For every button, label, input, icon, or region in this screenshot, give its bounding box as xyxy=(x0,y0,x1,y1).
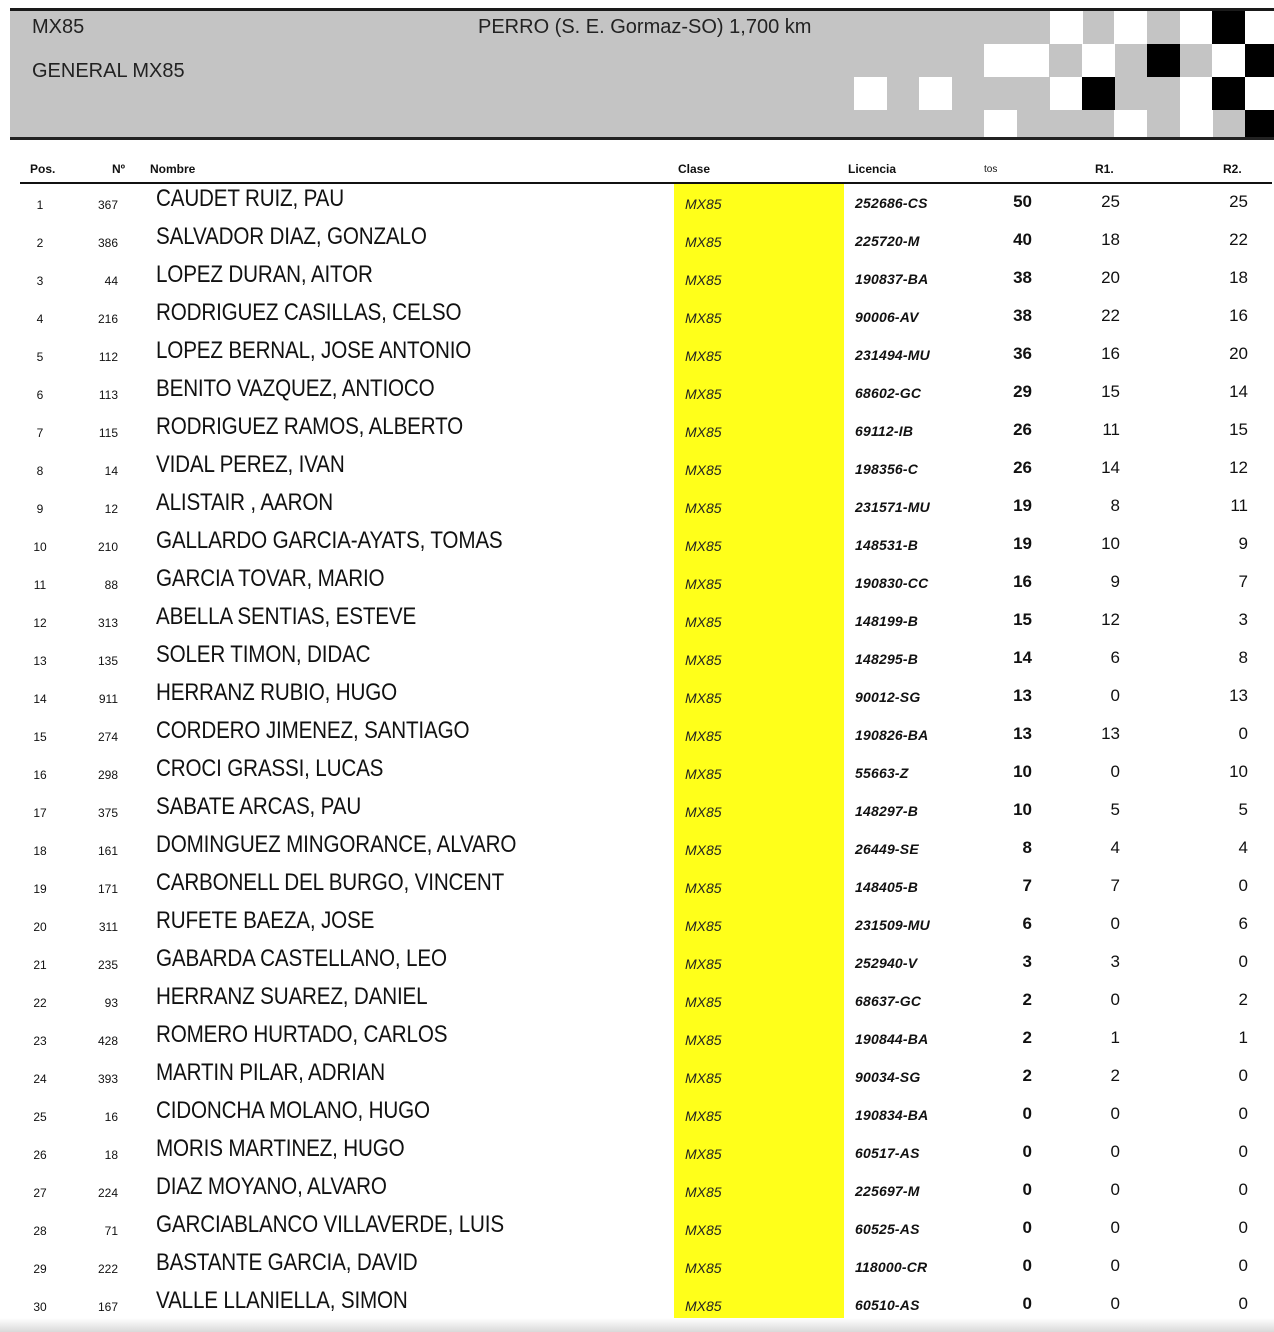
row-rider-name: BASTANTE GARCIA, DAVID xyxy=(156,1249,418,1276)
table-row xyxy=(0,830,1274,868)
row-position: 30 xyxy=(33,1300,47,1314)
row-rider-name: GALLARDO GARCIA-AYATS, TOMAS xyxy=(156,527,503,554)
row-points: 36 xyxy=(1013,344,1032,363)
row-class: MX85 xyxy=(685,690,722,706)
row-points: 0 xyxy=(1022,1180,1032,1199)
row-race2-points: 3 xyxy=(1238,610,1248,629)
row-points: 2 xyxy=(1022,1028,1032,1047)
row-race1-points: 5 xyxy=(1110,800,1120,819)
row-race2-points: 0 xyxy=(1238,1142,1248,1161)
circuit-title: PERRO (S. E. Gormaz-SO) 1,700 km xyxy=(478,16,812,38)
table-row xyxy=(0,526,1274,564)
row-rider-name: SALVADOR DIAZ, GONZALO xyxy=(156,223,427,250)
classification-subtitle: GENERAL MX85 xyxy=(32,60,185,82)
row-class: MX85 xyxy=(685,310,722,326)
row-position: 2 xyxy=(36,236,44,250)
row-bike-number: 93 xyxy=(104,996,118,1010)
row-race1-points: 9 xyxy=(1110,572,1120,591)
table-row xyxy=(0,1248,1274,1286)
row-points: 0 xyxy=(1022,1142,1032,1161)
row-race1-points: 10 xyxy=(1101,534,1120,553)
row-position: 20 xyxy=(33,920,47,934)
row-licence: 60510-AS xyxy=(855,1297,920,1313)
row-race2-points: 9 xyxy=(1238,534,1248,553)
row-licence: 68637-GC xyxy=(855,993,922,1009)
row-rider-name: RODRIGUEZ RAMOS, ALBERTO xyxy=(156,413,464,440)
table-row xyxy=(0,944,1274,982)
row-class: MX85 xyxy=(685,1032,722,1048)
row-rider-name: SABATE ARCAS, PAU xyxy=(156,793,362,820)
row-class: MX85 xyxy=(685,1260,722,1276)
row-points: 0 xyxy=(1022,1218,1032,1237)
row-bike-number: 216 xyxy=(97,312,118,326)
row-class: MX85 xyxy=(685,804,722,820)
row-race2-points: 0 xyxy=(1238,1180,1248,1199)
row-bike-number: 393 xyxy=(97,1072,118,1086)
table-row xyxy=(0,1096,1274,1134)
row-race1-points: 0 xyxy=(1110,762,1120,781)
row-position: 28 xyxy=(33,1224,47,1238)
row-bike-number: 298 xyxy=(97,768,118,782)
row-licence: 148297-B xyxy=(855,803,919,819)
col-name-header: Nombre xyxy=(150,162,196,176)
category-title: MX85 xyxy=(32,16,85,38)
row-points: 13 xyxy=(1013,724,1032,743)
row-race2-points: 0 xyxy=(1238,1294,1248,1313)
row-race1-points: 2 xyxy=(1110,1066,1120,1085)
row-rider-name: HERRANZ SUAREZ, DANIEL xyxy=(156,983,428,1010)
row-bike-number: 113 xyxy=(98,388,118,402)
row-race1-points: 16 xyxy=(1101,344,1120,363)
row-race1-points: 0 xyxy=(1110,1218,1120,1237)
row-bike-number: 311 xyxy=(98,920,118,934)
row-class: MX85 xyxy=(685,386,722,402)
row-points: 7 xyxy=(1022,876,1032,895)
row-licence: 148531-B xyxy=(855,537,919,553)
row-class: MX85 xyxy=(685,500,722,516)
row-rider-name: HERRANZ RUBIO, HUGO xyxy=(156,679,397,706)
row-race2-points: 14 xyxy=(1229,382,1248,401)
row-rider-name: LOPEZ DURAN, AITOR xyxy=(156,261,373,288)
row-race1-points: 0 xyxy=(1110,990,1120,1009)
table-row xyxy=(0,868,1274,906)
row-bike-number: 16 xyxy=(104,1110,118,1124)
row-race1-points: 14 xyxy=(1101,458,1120,477)
row-points: 14 xyxy=(1013,648,1032,667)
row-class: MX85 xyxy=(685,196,722,212)
row-position: 4 xyxy=(36,312,44,326)
row-race1-points: 0 xyxy=(1110,686,1120,705)
row-rider-name: VALLE LLANIELLA, SIMON xyxy=(156,1287,408,1314)
row-licence: 148199-B xyxy=(855,613,919,629)
row-position: 21 xyxy=(33,958,47,972)
row-class: MX85 xyxy=(685,652,722,668)
col-licencia-header: Licencia xyxy=(848,162,897,176)
row-bike-number: 222 xyxy=(97,1262,118,1276)
row-position: 10 xyxy=(33,540,47,554)
table-row xyxy=(0,754,1274,792)
row-position: 24 xyxy=(33,1072,47,1086)
row-race2-points: 10 xyxy=(1229,762,1248,781)
row-bike-number: 274 xyxy=(97,730,118,744)
row-bike-number: 115 xyxy=(98,426,118,440)
row-rider-name: CORDERO JIMENEZ, SANTIAGO xyxy=(156,717,470,744)
row-position: 8 xyxy=(36,464,44,478)
table-header xyxy=(20,162,1272,184)
row-position: 18 xyxy=(33,844,47,858)
row-class: MX85 xyxy=(685,348,722,364)
row-race1-points: 18 xyxy=(1101,230,1120,249)
row-licence: 225720-M xyxy=(855,233,920,249)
row-position: 1 xyxy=(36,198,44,212)
row-licence: 231509-MU xyxy=(855,917,930,933)
row-race1-points: 13 xyxy=(1101,724,1120,743)
row-bike-number: 235 xyxy=(97,958,118,972)
row-position: 16 xyxy=(33,768,47,782)
row-points: 13 xyxy=(1013,686,1032,705)
row-race1-points: 3 xyxy=(1110,952,1120,971)
row-rider-name: ABELLA SENTIAS, ESTEVE xyxy=(156,603,417,630)
row-rider-name: ROMERO HURTADO, CARLOS xyxy=(156,1021,448,1048)
row-position: 19 xyxy=(33,882,47,896)
row-class: MX85 xyxy=(685,1070,722,1086)
row-position: 22 xyxy=(33,996,47,1010)
row-points: 10 xyxy=(1013,800,1032,819)
row-points: 19 xyxy=(1013,534,1032,553)
table-row xyxy=(0,336,1274,374)
row-bike-number: 375 xyxy=(97,806,118,820)
row-licence: 90034-SG xyxy=(855,1069,921,1085)
row-points: 38 xyxy=(1013,306,1032,325)
table-row xyxy=(0,1058,1274,1096)
row-race1-points: 0 xyxy=(1110,1180,1120,1199)
row-race1-points: 0 xyxy=(1110,1142,1120,1161)
row-race2-points: 0 xyxy=(1238,1104,1248,1123)
table-row xyxy=(0,260,1274,298)
row-race1-points: 20 xyxy=(1101,268,1120,287)
row-rider-name: GARCIA TOVAR, MARIO xyxy=(156,565,385,592)
col-clase-header: Clase xyxy=(678,162,711,176)
row-position: 3 xyxy=(36,274,44,288)
row-licence: 190830-CC xyxy=(855,575,929,591)
header-banner xyxy=(10,8,1274,140)
checkered-flag-graphic xyxy=(854,11,1274,140)
table-row xyxy=(0,640,1274,678)
row-race2-points: 11 xyxy=(1230,496,1248,515)
row-class: MX85 xyxy=(685,576,722,592)
row-points: 16 xyxy=(1013,572,1032,591)
row-race2-points: 13 xyxy=(1229,686,1248,705)
table-row xyxy=(0,602,1274,640)
row-race2-points: 0 xyxy=(1238,1066,1248,1085)
row-licence: 60525-AS xyxy=(855,1221,920,1237)
row-race2-points: 6 xyxy=(1238,914,1248,933)
col-points-header: tos xyxy=(984,164,998,175)
table-row xyxy=(0,412,1274,450)
row-position: 12 xyxy=(33,616,47,630)
col-r2-header: R2. xyxy=(1223,162,1242,176)
row-bike-number: 386 xyxy=(97,236,118,250)
row-rider-name: DIAZ MOYANO, ALVARO xyxy=(156,1173,387,1200)
row-licence: 148405-B xyxy=(855,879,919,895)
row-race2-points: 8 xyxy=(1238,648,1248,667)
table-row xyxy=(0,298,1274,336)
row-class: MX85 xyxy=(685,956,722,972)
row-points: 40 xyxy=(1013,230,1032,249)
row-class: MX85 xyxy=(685,1222,722,1238)
row-position: 13 xyxy=(33,654,47,668)
table-row xyxy=(0,1020,1274,1058)
row-rider-name: MORIS MARTINEZ, HUGO xyxy=(156,1135,405,1162)
row-rider-name: CAUDET RUIZ, PAU xyxy=(156,185,345,212)
table-row xyxy=(0,564,1274,602)
row-race2-points: 0 xyxy=(1238,876,1248,895)
table-row xyxy=(0,488,1274,526)
row-class: MX85 xyxy=(685,766,722,782)
row-position: 26 xyxy=(33,1148,47,1162)
row-position: 25 xyxy=(33,1110,47,1124)
row-race1-points: 0 xyxy=(1110,1294,1120,1313)
row-bike-number: 367 xyxy=(97,198,118,212)
row-points: 0 xyxy=(1022,1256,1032,1275)
row-points: 26 xyxy=(1013,420,1032,439)
row-class: MX85 xyxy=(685,1184,722,1200)
row-class: MX85 xyxy=(685,728,722,744)
row-class: MX85 xyxy=(685,842,722,858)
row-points: 29 xyxy=(1013,382,1032,401)
row-race1-points: 22 xyxy=(1101,306,1120,325)
row-bike-number: 161 xyxy=(97,844,118,858)
row-bike-number: 210 xyxy=(97,540,118,554)
row-points: 6 xyxy=(1022,914,1032,933)
table-row xyxy=(0,678,1274,716)
row-rider-name: CIDONCHA MOLANO, HUGO xyxy=(156,1097,430,1124)
row-position: 7 xyxy=(36,426,44,440)
table-row xyxy=(0,1134,1274,1172)
col-num-header: Nº xyxy=(112,162,126,176)
row-race1-points: 6 xyxy=(1110,648,1120,667)
table-row xyxy=(0,374,1274,412)
row-race2-points: 22 xyxy=(1229,230,1248,249)
row-bike-number: 171 xyxy=(97,882,118,896)
row-rider-name: RODRIGUEZ CASILLAS, CELSO xyxy=(156,299,462,326)
row-bike-number: 428 xyxy=(97,1034,118,1048)
row-position: 29 xyxy=(33,1262,47,1276)
row-licence: 190826-BA xyxy=(855,727,929,743)
row-race2-points: 2 xyxy=(1238,990,1248,1009)
table-row xyxy=(0,906,1274,944)
table-row xyxy=(0,982,1274,1020)
row-race2-points: 16 xyxy=(1229,306,1248,325)
row-licence: 198356-C xyxy=(855,461,919,477)
row-race2-points: 20 xyxy=(1229,344,1248,363)
row-licence: 231571-MU xyxy=(855,499,930,515)
row-class: MX85 xyxy=(685,880,722,896)
row-licence: 252940-V xyxy=(855,955,918,971)
row-rider-name: BENITO VAZQUEZ, ANTIOCO xyxy=(156,375,435,402)
row-class: MX85 xyxy=(685,1108,722,1124)
row-points: 8 xyxy=(1022,838,1032,857)
row-race2-points: 4 xyxy=(1238,838,1248,857)
row-licence: 26449-SE xyxy=(855,841,919,857)
row-position: 14 xyxy=(33,692,47,706)
row-rider-name: VIDAL PEREZ, IVAN xyxy=(156,451,345,478)
row-class: MX85 xyxy=(685,994,722,1010)
row-rider-name: MARTIN PILAR, ADRIAN xyxy=(156,1059,386,1086)
table-row xyxy=(0,792,1274,830)
row-points: 50 xyxy=(1013,192,1032,211)
row-race2-points: 5 xyxy=(1238,800,1248,819)
table-row xyxy=(0,1172,1274,1210)
row-race2-points: 25 xyxy=(1229,192,1248,211)
row-race2-points: 15 xyxy=(1229,420,1248,439)
row-rider-name: GARCIABLANCO VILLAVERDE, LUIS xyxy=(156,1211,504,1238)
row-rider-name: CARBONELL DEL BURGO, VINCENT xyxy=(156,869,505,896)
table-row xyxy=(0,184,1274,222)
row-race1-points: 25 xyxy=(1101,192,1120,211)
row-licence: 60517-AS xyxy=(855,1145,920,1161)
row-licence: 252686-CS xyxy=(855,195,928,211)
row-rider-name: ALISTAIR , AARON xyxy=(156,489,333,516)
row-position: 23 xyxy=(33,1034,47,1048)
row-licence: 90012-SG xyxy=(855,689,921,705)
row-class: MX85 xyxy=(685,1298,722,1314)
col-pos-header: Pos. xyxy=(30,162,56,176)
row-licence: 69112-IB xyxy=(855,423,914,439)
row-race2-points: 0 xyxy=(1238,724,1248,743)
row-class: MX85 xyxy=(685,918,722,934)
row-points: 2 xyxy=(1022,990,1032,1009)
row-bike-number: 14 xyxy=(104,464,118,478)
row-points: 38 xyxy=(1013,268,1032,287)
row-licence: 68602-GC xyxy=(855,385,922,401)
row-race2-points: 0 xyxy=(1238,952,1248,971)
col-r1-header: R1. xyxy=(1095,162,1114,176)
table-row xyxy=(0,1210,1274,1248)
row-race2-points: 12 xyxy=(1229,458,1248,477)
row-bike-number: 911 xyxy=(98,692,118,706)
row-points: 0 xyxy=(1022,1104,1032,1123)
row-points: 15 xyxy=(1013,610,1032,629)
row-class: MX85 xyxy=(685,462,722,478)
row-race1-points: 0 xyxy=(1110,1104,1120,1123)
row-rider-name: SOLER TIMON, DIDAC xyxy=(156,641,371,668)
row-class: MX85 xyxy=(685,234,722,250)
row-position: 27 xyxy=(33,1186,47,1200)
row-race1-points: 0 xyxy=(1110,1256,1120,1275)
row-licence: 225697-M xyxy=(855,1183,920,1199)
row-bike-number: 88 xyxy=(104,578,118,592)
row-position: 17 xyxy=(33,806,47,820)
row-points: 0 xyxy=(1022,1294,1032,1313)
row-position: 15 xyxy=(33,730,47,744)
row-race2-points: 7 xyxy=(1238,572,1248,591)
row-race1-points: 0 xyxy=(1110,914,1120,933)
row-licence: 231494-MU xyxy=(855,347,930,363)
row-bike-number: 224 xyxy=(97,1186,118,1200)
row-race2-points: 18 xyxy=(1229,268,1248,287)
row-class: MX85 xyxy=(685,1146,722,1162)
table-row xyxy=(0,716,1274,754)
row-licence: 118000-CR xyxy=(855,1259,928,1275)
row-points: 3 xyxy=(1022,952,1032,971)
row-class: MX85 xyxy=(685,424,722,440)
table-row xyxy=(0,450,1274,488)
row-points: 26 xyxy=(1013,458,1032,477)
row-licence: 90006-AV xyxy=(855,309,919,325)
row-race2-points: 1 xyxy=(1238,1028,1248,1047)
row-bike-number: 18 xyxy=(104,1148,118,1162)
row-position: 5 xyxy=(36,350,44,364)
row-race1-points: 11 xyxy=(1102,420,1120,439)
row-licence: 55663-Z xyxy=(855,765,909,781)
row-licence: 190844-BA xyxy=(855,1031,929,1047)
page-bottom-shadow xyxy=(0,1318,1274,1332)
row-bike-number: 167 xyxy=(97,1300,118,1314)
row-race1-points: 4 xyxy=(1110,838,1120,857)
row-class: MX85 xyxy=(685,272,722,288)
row-class: MX85 xyxy=(685,538,722,554)
row-rider-name: RUFETE BAEZA, JOSE xyxy=(156,907,375,934)
row-points: 2 xyxy=(1022,1066,1032,1085)
table-row xyxy=(0,222,1274,260)
row-bike-number: 135 xyxy=(97,654,118,668)
row-rider-name: CROCI GRASSI, LUCAS xyxy=(156,755,384,782)
row-points: 10 xyxy=(1013,762,1032,781)
row-position: 11 xyxy=(33,578,47,592)
row-licence: 190834-BA xyxy=(855,1107,929,1123)
row-race1-points: 7 xyxy=(1110,876,1120,895)
row-race1-points: 8 xyxy=(1110,496,1120,515)
row-rider-name: LOPEZ BERNAL, JOSE ANTONIO xyxy=(156,337,472,364)
row-bike-number: 313 xyxy=(97,616,118,630)
row-rider-name: DOMINGUEZ MINGORANCE, ALVARO xyxy=(156,831,517,858)
row-bike-number: 44 xyxy=(104,274,118,288)
row-race1-points: 12 xyxy=(1101,610,1120,629)
row-points: 19 xyxy=(1013,496,1032,515)
row-rider-name: GABARDA CASTELLANO, LEO xyxy=(156,945,447,972)
row-licence: 148295-B xyxy=(855,651,919,667)
row-race1-points: 15 xyxy=(1101,382,1120,401)
row-race1-points: 1 xyxy=(1110,1028,1120,1047)
row-bike-number: 71 xyxy=(104,1224,118,1238)
row-bike-number: 12 xyxy=(104,502,118,516)
row-race2-points: 0 xyxy=(1238,1218,1248,1237)
row-licence: 190837-BA xyxy=(855,271,929,287)
row-bike-number: 112 xyxy=(98,350,118,364)
row-class: MX85 xyxy=(685,614,722,630)
row-position: 6 xyxy=(36,388,44,402)
row-race2-points: 0 xyxy=(1238,1256,1248,1275)
row-position: 9 xyxy=(36,502,44,516)
